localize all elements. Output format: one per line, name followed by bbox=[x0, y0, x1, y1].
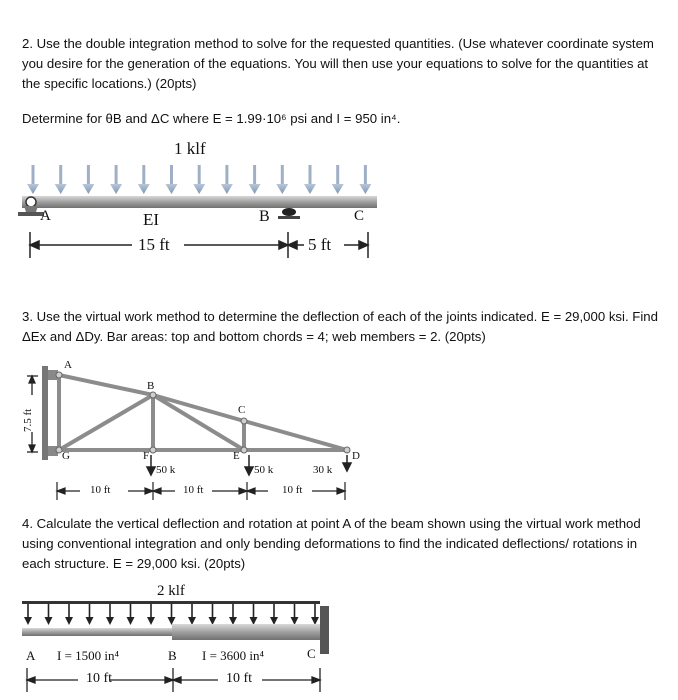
q2-load-label: 1 klf bbox=[174, 139, 206, 158]
q4-load-label: 2 klf bbox=[157, 583, 185, 599]
q2-determine: Determine for θB and ΔC where E = 1.99·10⁶ psi and I = 950 in⁴. bbox=[22, 111, 401, 126]
q3-span-1: 10 ft bbox=[90, 484, 111, 496]
q4-label-c: C bbox=[307, 646, 316, 661]
q3-load-e: 50 k bbox=[254, 464, 274, 476]
q2-label-b: B bbox=[259, 208, 270, 225]
q2-label-c: C bbox=[354, 208, 365, 224]
q3-height-label: 7.5 ft bbox=[22, 408, 34, 432]
q4-seg1-inertia: I = 1500 in⁴ bbox=[57, 648, 120, 663]
q2-dim-left: 15 ft bbox=[138, 235, 170, 254]
q4-seg2-inertia: I = 3600 in⁴ bbox=[202, 648, 265, 663]
q2-statement: 2. Use the double integration method to solve for the requested quantities. (Use whatever coordinate system you desire for the generation of the equations. You will then use your equations to solve for the quantities at the specific locations.) (20pts) bbox=[22, 36, 654, 91]
q4-label-a: A bbox=[26, 648, 36, 663]
q3-span-2: 10 ft bbox=[183, 484, 204, 496]
q3-load-f: 50 k bbox=[156, 464, 176, 476]
q4-beam-segment-ab bbox=[22, 628, 172, 636]
q3-joint-d: D bbox=[352, 450, 360, 462]
q2-dim-right: 5 ft bbox=[308, 235, 332, 254]
q4-distributed-load bbox=[22, 601, 320, 625]
q4-dim-left: 10 ft bbox=[86, 671, 113, 686]
q2-label-a: A bbox=[40, 208, 51, 224]
q3-joint-a: A bbox=[64, 359, 72, 371]
q3-load-d: 30 k bbox=[313, 464, 333, 476]
q3-span-3: 10 ft bbox=[282, 484, 303, 496]
q4-dimension-line bbox=[27, 668, 320, 692]
q3-statement: 3. Use the virtual work method to determine the deflection of each of the joints indicated. E = 29,000 ksi. Find ΔEx and ΔDy. Bar areas: top and bottom chords = 4; web members = 2. (20pts) bbox=[22, 309, 658, 344]
q4-dim-right: 10 ft bbox=[226, 671, 253, 686]
q3-joint-e: E bbox=[233, 450, 240, 462]
q3-joint-c: C bbox=[238, 404, 246, 416]
q4-fixed-wall-c bbox=[320, 606, 329, 654]
q3-joint-b: B bbox=[147, 380, 155, 392]
q3-joint-g: G bbox=[62, 450, 70, 462]
q4-statement: 4. Calculate the vertical deflection and rotation at point A of the beam shown using the virtual work method using conventional integration and only bending deformations to find the indicated deflections/ rotations in each structure. E = 29,000 ksi. (20pts) bbox=[22, 516, 641, 571]
q3-joint-f: F bbox=[143, 450, 150, 462]
q4-beam-segment-bc bbox=[172, 624, 320, 640]
q4-label-b: B bbox=[168, 648, 177, 663]
q2-label-ei: EI bbox=[143, 210, 160, 229]
